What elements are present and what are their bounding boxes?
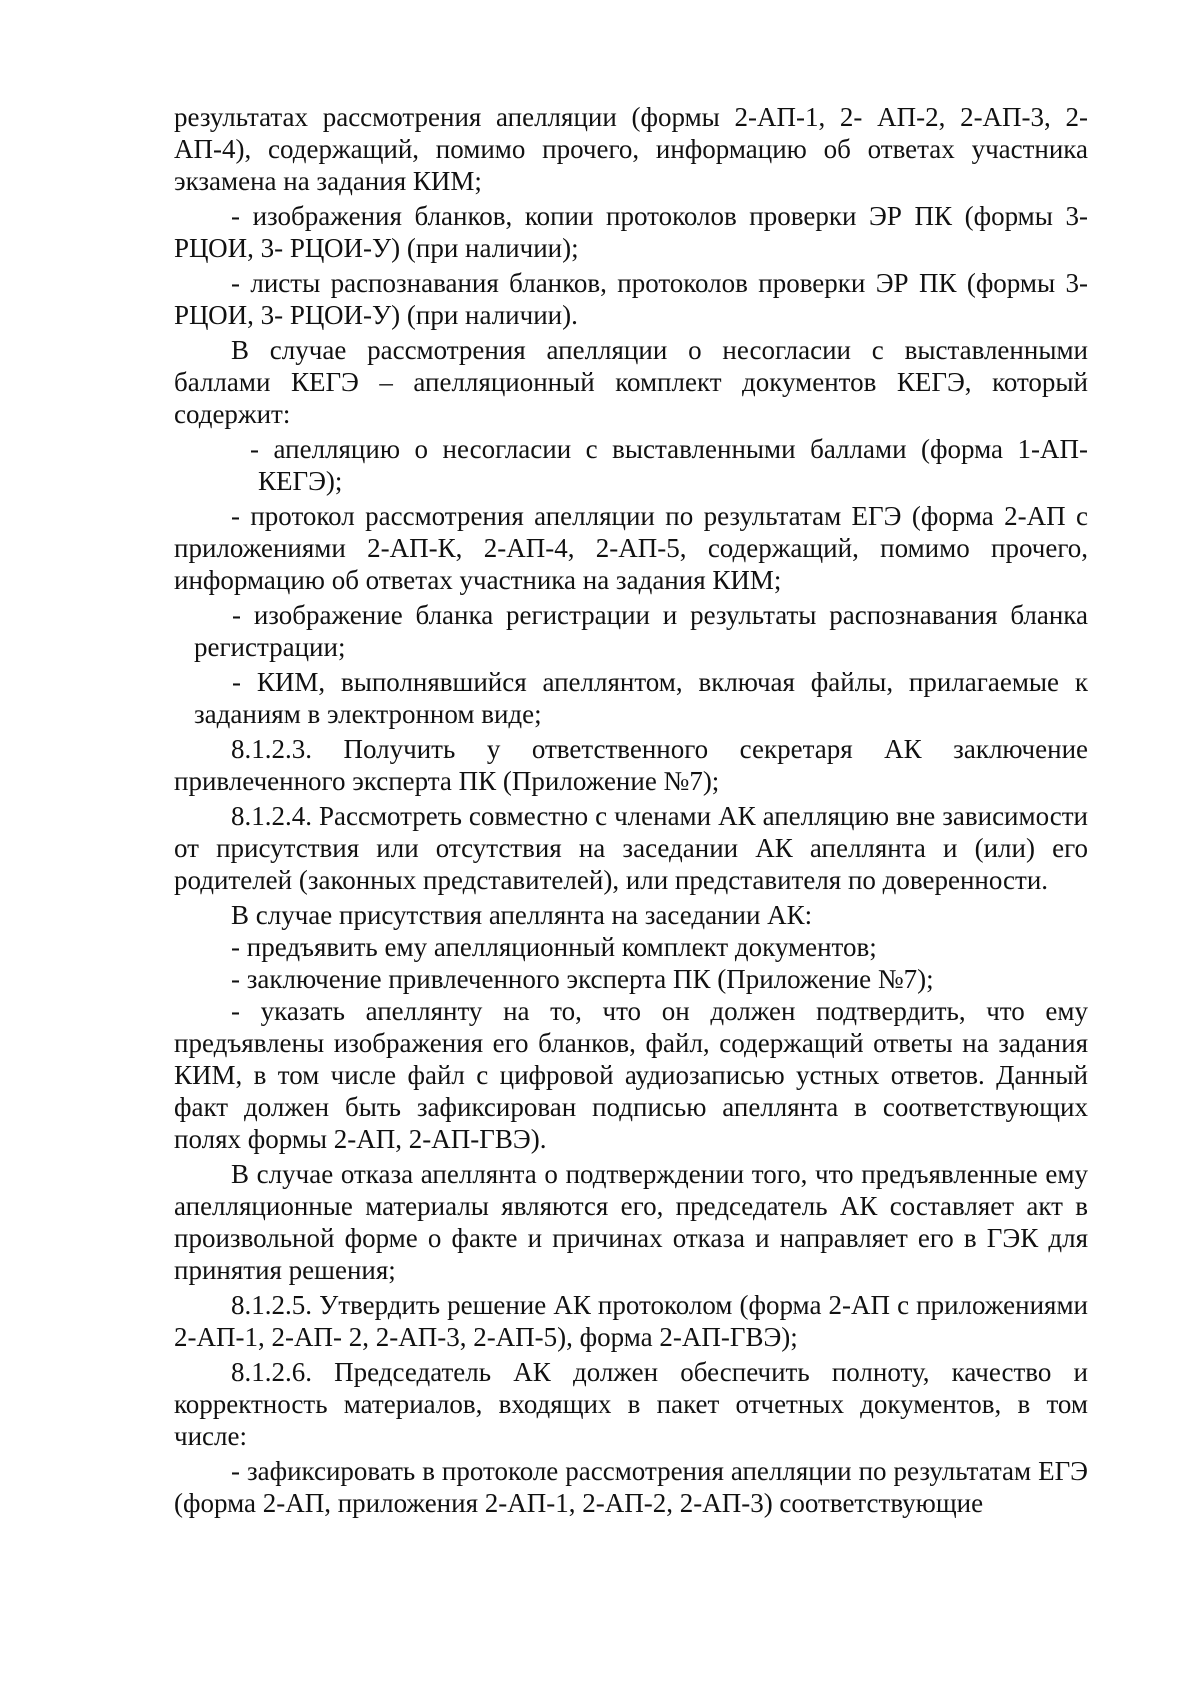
paragraph-continuation: результатах рассмотрения апелляции (формы 2-АП-1, 2- АП-2, 2-АП-3, 2-АП-4), содержащий, помимо прочего, информацию об ответах участника экзамена на задания КИМ; (174, 102, 1088, 196)
list-item-registration-blank: - изображение бланка регистрации и результаты распознавания бланка регистрации; (194, 600, 1088, 662)
paragraph-kege-appeal: В случае рассмотрения апелляции о несогласии с выставленными баллами КЕГЭ – апелляционный комплект документов КЕГЭ, который содержит: (174, 335, 1088, 429)
list-item-protocol: - протокол рассмотрения апелляции по результатам ЕГЭ (форма 2-АП с приложениями 2-АП-К, 2-АП-4, 2-АП-5, содержащий, помимо прочего, информацию об ответах участника на задания КИМ; (174, 501, 1088, 595)
list-item-confirm: - указать апеллянту на то, что он должен подтвердить, что ему предъявлены изображения его бланков, файл, содержащий ответы на задания КИМ, в том числе файл с цифровой аудиозаписью устных ответов. Данный факт должен быть зафиксирован подписью апеллянта в соответствующих полях формы 2-АП, 2-АП-ГВЭ). (174, 996, 1088, 1154)
paragraph-refusal: В случае отказа апеллянта о подтверждении того, что предъявленные ему апелляционные материалы являются его, председатель АК составляет акт в произвольной форме о факте и причинах отказа и направляет его в ГЭК для принятия решения; (174, 1159, 1088, 1285)
list-item-kim: - КИМ, выполнявшийся апеллянтом, включая файлы, прилагаемые к заданиям в электронном виде; (194, 667, 1088, 729)
list-item-appeal-form: - апелляцию о несогласии с выставленными баллами (форма 1-АП-КЕГЭ); (250, 434, 1088, 496)
list-item-record-protocol: - зафиксировать в протоколе рассмотрения апелляции по результатам ЕГЭ (форма 2-АП, приложения 2-АП-1, 2-АП-2, 2-АП-3) соответствующие (174, 1456, 1088, 1518)
clause-8-1-2-4: 8.1.2.4. Рассмотреть совместно с членами АК апелляцию вне зависимости от присутствия или отсутствия на заседании АК апеллянта и (или) его родителей (законных представителей), или представителя по доверенности. (174, 801, 1088, 895)
paragraph-appellant-present: В случае присутствия апеллянта на заседании АК: (231, 900, 813, 930)
list-item-present-documents: - предъявить ему апелляционный комплект документов; (231, 932, 877, 962)
list-item-recognition-sheets: - листы распознавания бланков, протоколов проверки ЭР ПК (формы 3-РЦОИ, 3- РЦОИ-У) (при наличии). (174, 268, 1088, 330)
clause-8-1-2-3: 8.1.2.3. Получить у ответственного секретаря АК заключение привлеченного эксперта ПК (Приложение №7); (174, 734, 1088, 796)
list-item-blank-images: - изображения бланков, копии протоколов проверки ЭР ПК (формы 3-РЦОИ, 3- РЦОИ-У) (при наличии); (174, 201, 1088, 263)
document-body (174, 101, 1088, 1519)
list-item-expert-conclusion: - заключение привлеченного эксперта ПК (Приложение №7); (231, 964, 934, 994)
clause-8-1-2-5: 8.1.2.5. Утвердить решение АК протоколом (форма 2-АП с приложениями 2-АП-1, 2-АП- 2, 2-АП-3, 2-АП-5), форма 2-АП-ГВЭ); (174, 1290, 1088, 1352)
clause-8-1-2-6: 8.1.2.6. Председатель АК должен обеспечить полноту, качество и корректность материалов, входящих в пакет отчетных документов, в том числе: (174, 1357, 1088, 1451)
